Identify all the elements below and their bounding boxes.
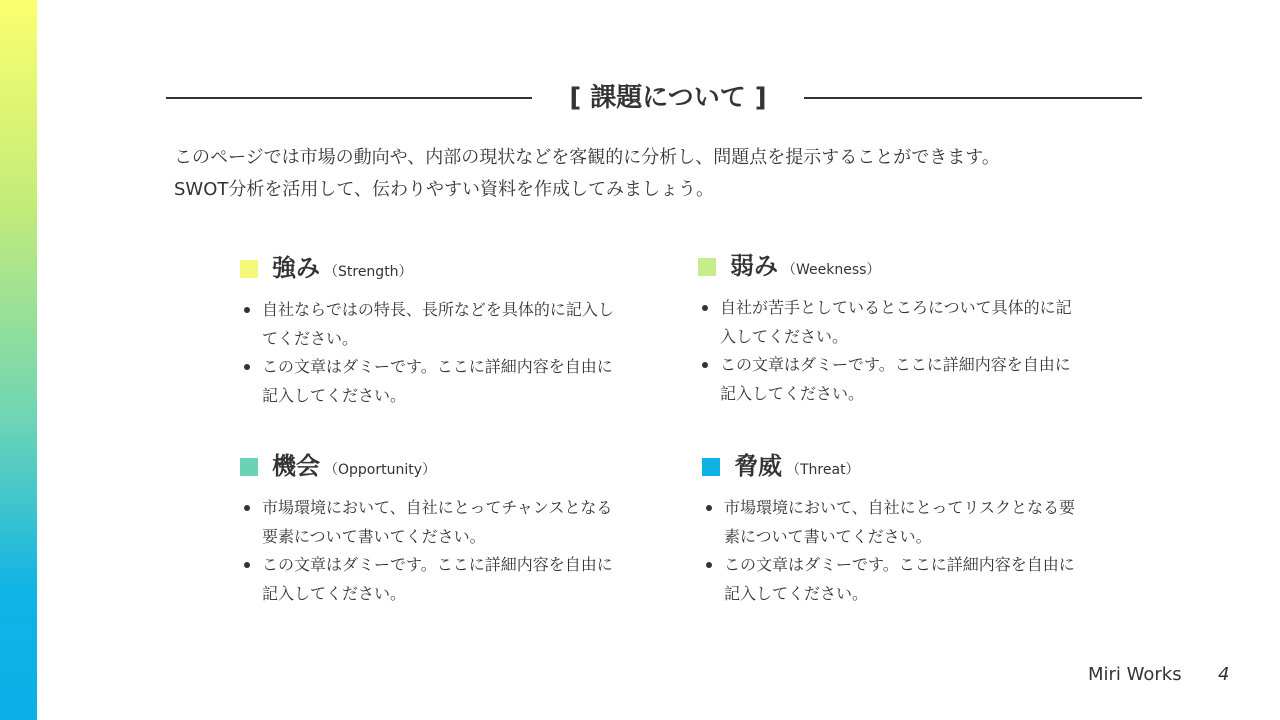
list-item: この文章はダミーです。ここに詳細内容を自由に記入してください。	[698, 351, 1078, 408]
bullet-list	[240, 494, 620, 608]
bullet-list	[702, 494, 1082, 608]
list-item: 自社ならではの特長、長所などを具体的に記入してください。	[240, 296, 620, 353]
card-title-text: 脅威	[734, 452, 782, 480]
swot-card-weakness	[698, 248, 1078, 408]
list-item: 市場環境において、自社にとってチャンスとなる要素について書いてください。	[240, 494, 620, 551]
card-subtitle: （Opportunity）	[324, 462, 437, 478]
card-title-threat	[734, 448, 860, 488]
card-heading	[240, 250, 620, 286]
swot-card-threat	[702, 448, 1082, 608]
bullet-list	[240, 296, 620, 410]
opportunity-color-square	[240, 458, 258, 476]
card-title-strength	[272, 250, 413, 290]
bullet-list	[698, 294, 1078, 408]
page-number: 4	[1218, 664, 1230, 685]
card-subtitle: （Threat）	[786, 462, 860, 478]
weakness-color-square	[698, 258, 716, 276]
swot-card-opportunity	[240, 448, 620, 608]
swot-card-strength	[240, 250, 620, 410]
card-heading	[240, 448, 620, 484]
card-heading	[698, 248, 1078, 284]
title-divider-right	[804, 97, 1142, 99]
intro-line-2: SWOT分析を活用して、伝わりやすい資料を作成してみましょう。	[174, 179, 715, 200]
list-item: 市場環境において、自社にとってリスクとなる要素について書いてください。	[702, 494, 1082, 551]
card-subtitle: （Strength）	[324, 264, 413, 280]
card-subtitle: （Weekness）	[782, 262, 881, 278]
intro-text	[174, 142, 1134, 206]
title-divider-left	[166, 97, 532, 99]
gradient-side-bar	[0, 0, 37, 720]
list-item: 自社が苦手としているところについて具体的に記入してください。	[698, 294, 1078, 351]
strength-color-square	[240, 260, 258, 278]
card-title-text: 機会	[272, 452, 320, 480]
list-item: この文章はダミーです。ここに詳細内容を自由に記入してください。	[240, 551, 620, 608]
card-title-opportunity	[272, 448, 436, 488]
card-heading	[702, 448, 1082, 484]
intro-line-1: このページでは市場の動向や、内部の現状などを客観的に分析し、問題点を提示することができます。	[174, 147, 1000, 168]
card-title-text: 弱み	[730, 252, 778, 280]
card-title-text: 強み	[272, 254, 320, 282]
threat-color-square	[702, 458, 720, 476]
list-item: この文章はダミーです。ここに詳細内容を自由に記入してください。	[240, 353, 620, 410]
footer-brand: Miri Works	[1088, 664, 1182, 685]
list-item: この文章はダミーです。ここに詳細内容を自由に記入してください。	[702, 551, 1082, 608]
card-title-weakness	[730, 248, 880, 288]
page-title: [ 課題について ]	[569, 83, 767, 113]
